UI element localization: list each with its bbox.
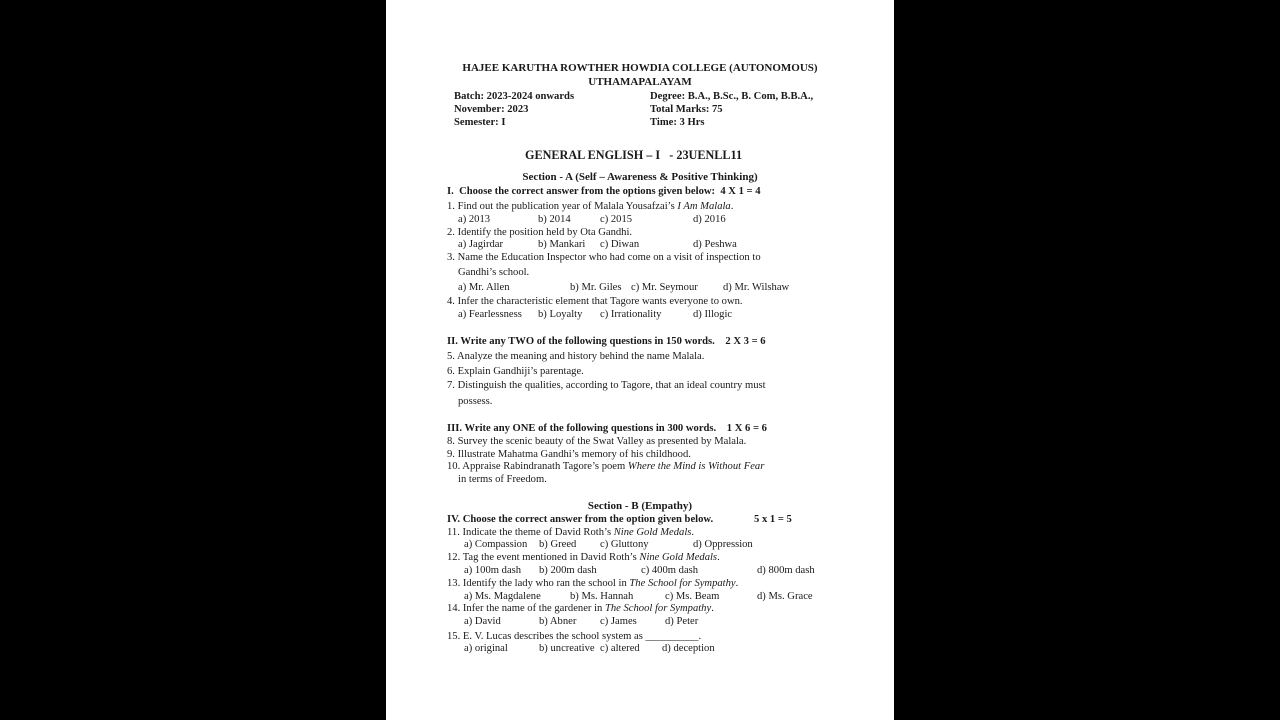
part-i-heading: I. Choose the correct answer from the options given below: 4 X 1 = 4	[447, 186, 761, 197]
option: a) 2013	[458, 214, 491, 225]
option: b) Mr. Giles	[570, 282, 622, 293]
part-iv-marks: 5 x 1 = 5	[754, 514, 792, 525]
batch: Batch: 2023-2024 onwards	[454, 91, 575, 102]
question-8: 8. Survey the scenic beauty of the Swat Valley as presented by Malala.	[447, 436, 747, 447]
option: b) Abner	[539, 616, 577, 627]
college-name: HAJEE KARUTHA ROWTHER HOWDIA COLLEGE (AUTONOMOUS)	[462, 62, 818, 74]
option: c) Ms. Beam	[665, 591, 720, 602]
question-10: 10. Appraise Rabindranath Tagore’s poem Where the Mind is Without Fear	[447, 461, 765, 472]
option: d) 800m dash	[757, 565, 815, 576]
option: b) 200m dash	[539, 565, 597, 576]
option: c) Mr. Seymour	[631, 282, 698, 293]
question-2: 2. Identify the position held by Ota Gandhi.	[447, 227, 633, 238]
option: a) Mr. Allen	[458, 282, 510, 293]
option: a) Fearlessness	[458, 309, 522, 320]
part-iii-heading: III. Write any ONE of the following questions in 300 words. 1 X 6 = 6	[447, 423, 767, 434]
option: c) 2015	[600, 214, 633, 225]
question-6: 6. Explain Gandhiji’s parentage.	[447, 366, 584, 377]
option: a) 100m dash	[464, 565, 522, 576]
option: d) Peshwa	[693, 239, 737, 250]
question-3: 3. Name the Education Inspector who had come on a visit of inspection to	[447, 252, 761, 263]
option: c) Diwan	[600, 239, 640, 250]
option: c) Gluttony	[600, 539, 649, 550]
question-10-cont: in terms of Freedom.	[458, 474, 547, 485]
option: b) 2014	[538, 214, 571, 225]
degree: Degree: B.A., B.Sc., B. Com, B.B.A.,	[650, 91, 814, 102]
option: b) Mankari	[538, 239, 586, 250]
semester: Semester: I	[454, 117, 506, 128]
part-iv-heading: IV. Choose the correct answer from the option given below.	[447, 514, 714, 525]
question-9: 9. Illustrate Mahatma Gandhi’s memory of his childhood.	[447, 449, 691, 460]
option: b) Loyalty	[538, 309, 583, 320]
question-1: 1. Find out the publication year of Malala Yousafzai’s I Am Malala.	[447, 201, 734, 212]
option: d) Illogic	[693, 309, 733, 320]
option: c) altered	[600, 643, 640, 654]
month: November: 2023	[454, 104, 529, 115]
total-marks: Total Marks: 75	[650, 104, 723, 115]
option: d) Oppression	[693, 539, 753, 550]
option: c) James	[600, 616, 637, 627]
question-15: 15. E. V. Lucas describes the school system as __________.	[447, 631, 702, 642]
section-b-heading: Section - B (Empathy)	[587, 500, 693, 512]
college-place: UTHAMAPALAYAM	[588, 76, 692, 88]
paper-title: GENERAL ENGLISH – I - 23UENLL11	[525, 148, 743, 162]
question-13: 13. Identify the lady who ran the school in The School for Sympathy.	[447, 578, 739, 589]
section-a-heading: Section - A (Self – Awareness & Positive Thinking)	[522, 171, 758, 183]
part-ii-heading: II. Write any TWO of the following questions in 150 words. 2 X 3 = 6	[447, 336, 766, 347]
question-5: 5. Analyze the meaning and history behind the name Malala.	[447, 351, 705, 362]
option: a) Ms. Magdalene	[464, 591, 541, 602]
option: a) Compassion	[464, 539, 528, 550]
option: c) Irrationality	[600, 309, 662, 320]
question-4: 4. Infer the characteristic element that Tagore wants everyone to own.	[447, 296, 743, 307]
question-3-cont: Gandhi’s school.	[458, 267, 530, 278]
question-14: 14. Infer the name of the gardener in The School for Sympathy.	[447, 603, 714, 614]
question-7-cont: possess.	[458, 396, 493, 407]
option: a) original	[464, 643, 508, 654]
option: d) Peter	[665, 616, 699, 627]
option: c) 400m dash	[641, 565, 699, 576]
option: b) Ms. Hannah	[570, 591, 634, 602]
option: d) deception	[662, 643, 715, 654]
exam-paper-page	[386, 0, 894, 720]
option: d) Ms. Grace	[757, 591, 813, 602]
option: b) Greed	[539, 539, 577, 550]
option: d) Mr. Wilshaw	[723, 282, 790, 293]
question-11: 11. Indicate the theme of David Roth’s Nine Gold Medals.	[447, 527, 695, 538]
option: a) Jagirdar	[458, 239, 503, 250]
question-7: 7. Distinguish the qualities, according to Tagore, that an ideal country must	[447, 380, 766, 391]
option: b) uncreative	[539, 643, 595, 654]
option: d) 2016	[693, 214, 726, 225]
option: a) David	[464, 616, 501, 627]
time: Time: 3 Hrs	[650, 117, 705, 128]
question-12: 12. Tag the event mentioned in David Roth’s Nine Gold Medals.	[447, 552, 720, 563]
